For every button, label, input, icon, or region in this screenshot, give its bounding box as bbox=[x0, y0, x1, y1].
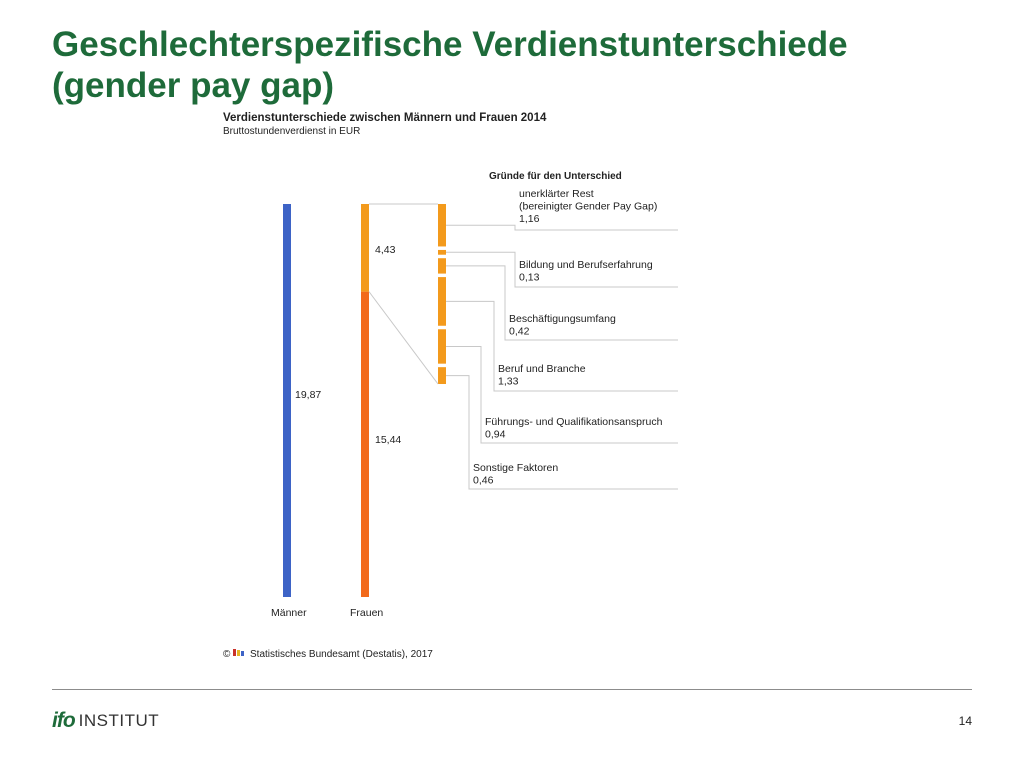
reason-value-6: 0,46 bbox=[473, 474, 494, 487]
reason-value-5: 0,94 bbox=[485, 428, 506, 441]
reason-name-6: Sonstige Faktoren bbox=[473, 462, 559, 474]
ifo-logo bbox=[52, 709, 159, 733]
reason-value-3: 0,42 bbox=[509, 325, 530, 338]
reason-value-2: 0,13 bbox=[519, 271, 540, 284]
destatis-logo-bar-1 bbox=[233, 649, 236, 656]
slide-title: Geschlechterspezifische Verdienstunterschiede (gender pay gap) bbox=[52, 25, 848, 105]
value-label-maenner: 19,87 bbox=[295, 389, 322, 401]
reason-name-3: Beschäftigungsumfang bbox=[509, 313, 616, 325]
destatis-logo-bar-3 bbox=[241, 651, 244, 656]
reason-leader-5 bbox=[446, 347, 678, 444]
chart-title: Verdienstunterschiede zwischen Männern und Frauen 2014 bbox=[223, 112, 547, 124]
footer-divider bbox=[52, 689, 972, 690]
bar-gap-frauen bbox=[361, 204, 369, 292]
value-label-frauen: 15,44 bbox=[375, 434, 402, 446]
connector-bottom bbox=[369, 292, 438, 384]
reason-value-1: 1,16 bbox=[519, 213, 540, 225]
value-label-gap: 4,43 bbox=[375, 244, 396, 256]
reason-segment-4 bbox=[438, 277, 446, 326]
reason-name-2: Bildung und Berufserfahrung bbox=[519, 259, 653, 271]
reason-name-1-line-2: (bereinigter Gender Pay Gap) bbox=[519, 200, 658, 213]
reason-value-4: 1,33 bbox=[498, 375, 519, 388]
source-copyright: © bbox=[223, 649, 231, 660]
reason-segment-1 bbox=[438, 204, 446, 246]
chart-subtitle: Bruttostundenverdienst in EUR bbox=[223, 126, 361, 137]
bar-frauen bbox=[361, 292, 369, 597]
reason-leader-1 bbox=[446, 225, 678, 230]
reason-name-5: Führungs- und Qualifikationsanspruch bbox=[485, 416, 663, 428]
logo-text: INSTITUT bbox=[78, 711, 160, 730]
reason-segment-6 bbox=[438, 367, 446, 384]
reasons-title: Gründe für den Unterschied bbox=[489, 171, 622, 182]
source-text: Statistisches Bundesamt (Destatis), 2017 bbox=[250, 649, 433, 660]
category-label-maenner: Männer bbox=[271, 607, 307, 619]
reason-segment-5 bbox=[438, 329, 446, 363]
category-label-frauen: Frauen bbox=[350, 607, 384, 619]
reason-leader-3 bbox=[446, 266, 678, 340]
reason-name-4: Beruf und Branche bbox=[498, 363, 586, 375]
logo-mark: ifo bbox=[52, 709, 75, 732]
reason-name-1-line-1: unerklärter Rest bbox=[519, 188, 594, 200]
page-number: 14 bbox=[958, 714, 972, 728]
destatis-logo-bar-2 bbox=[237, 650, 240, 656]
reason-segment-2 bbox=[438, 250, 446, 255]
bar-maenner bbox=[283, 204, 291, 597]
reason-segment-3 bbox=[438, 258, 446, 273]
